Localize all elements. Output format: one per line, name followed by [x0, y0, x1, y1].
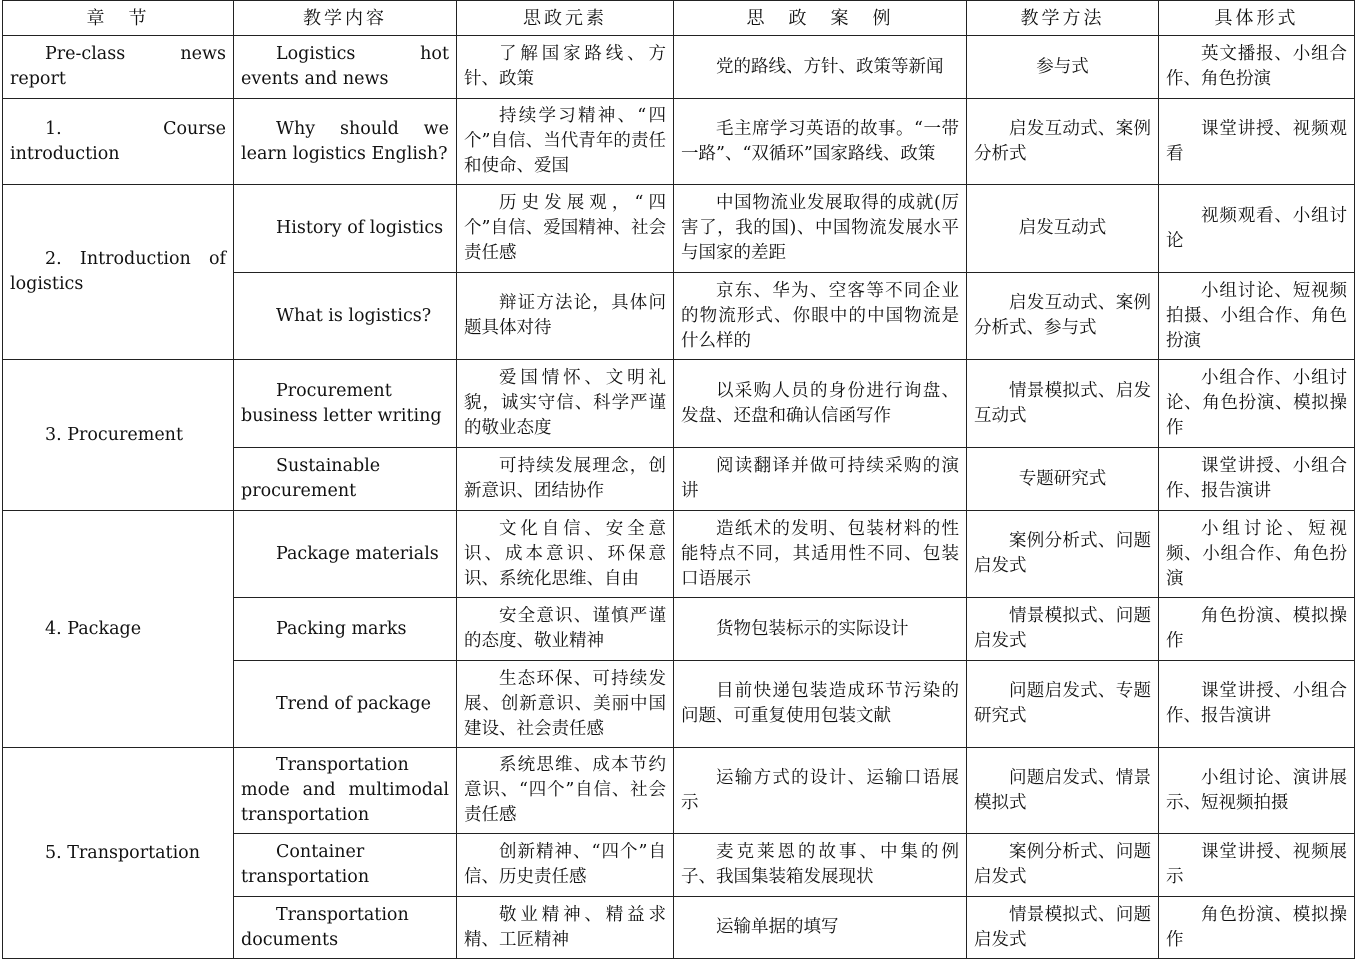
header-method: 教学方法: [967, 1, 1159, 36]
content-cell: Transportation mode and multimodal transportation: [234, 748, 457, 834]
header-form: 具体形式: [1159, 1, 1355, 36]
header-elements: 思政元素: [457, 1, 674, 36]
content-cell: Sustainable procurement: [234, 448, 457, 511]
cases-cell: 麦克莱恩的故事、中集的例子、我国集装箱发展现状: [674, 834, 967, 897]
method-cell: 启发互动式、案例分析式: [967, 99, 1159, 185]
method-cell: 启发互动式、案例分析式、参与式: [967, 273, 1159, 360]
cases-cell: 毛主席学习英语的故事。“一带一路”、“双循环”国家路线、政策: [674, 99, 967, 185]
form-cell: 小组讨论、演讲展示、短视频拍摄: [1159, 748, 1355, 834]
content-cell: Procurement business letter writing: [234, 360, 457, 448]
content-cell: What is logistics?: [234, 273, 457, 360]
elements-cell: 持续学习精神、“四个”自信、当代青年的责任和使命、爱国: [457, 99, 674, 185]
form-cell: 课堂讲授、小组合作、报告演讲: [1159, 448, 1355, 511]
elements-cell: 生态环保、可持续发展、创新意识、美丽中国建设、社会责任感: [457, 661, 674, 748]
method-cell: 专题研究式: [967, 448, 1159, 511]
header-row: [3, 1, 1355, 36]
elements-cell: 爱国情怀、文明礼貌，诚实守信、科学严谨的敬业态度: [457, 360, 674, 448]
elements-cell: 辩证方法论，具体问题具体对待: [457, 273, 674, 360]
content-cell: Container transportation: [234, 834, 457, 897]
cases-cell: 货物包装标示的实际设计: [674, 598, 967, 661]
table-row: [3, 99, 1355, 185]
chapter-cell: 5. Transportation: [3, 748, 234, 959]
cases-cell: 阅读翻译并做可持续采购的演讲: [674, 448, 967, 511]
cases-cell: 京东、华为、空客等不同企业的物流形式、你眼中的中国物流是什么样的: [674, 273, 967, 360]
method-cell: 案例分析式、问题启发式: [967, 511, 1159, 598]
table-row: [3, 36, 1355, 99]
form-cell: 英文播报、小组合作、角色扮演: [1159, 36, 1355, 99]
header-chapter: 章 节: [3, 1, 234, 36]
form-cell: 小组合作、小组讨论、角色扮演、模拟操作: [1159, 360, 1355, 448]
header-content: 教学内容: [234, 1, 457, 36]
cases-cell: 运输方式的设计、运输口语展示: [674, 748, 967, 834]
method-cell: 问题启发式、情景模拟式: [967, 748, 1159, 834]
method-cell: 启发互动式: [967, 185, 1159, 273]
chapter-cell: Pre-class news report: [3, 36, 234, 99]
chapter-cell: 3. Procurement: [3, 360, 234, 511]
form-cell: 课堂讲授、视频展示: [1159, 834, 1355, 897]
table-row: [3, 511, 1355, 598]
elements-cell: 安全意识、谨慎严谨的态度、敬业精神: [457, 598, 674, 661]
form-cell: 课堂讲授、小组合作、报告演讲: [1159, 661, 1355, 748]
chapter-cell: 1. Course introduction: [3, 99, 234, 185]
table-row: [3, 185, 1355, 273]
table-row: [3, 360, 1355, 448]
content-cell: History of logistics: [234, 185, 457, 273]
method-cell: 参与式: [967, 36, 1159, 99]
curriculum-table: [2, 0, 1355, 959]
content-cell: Logistics hot events and news: [234, 36, 457, 99]
cases-cell: 以采购人员的身份进行询盘、发盘、还盘和确认信函写作: [674, 360, 967, 448]
content-cell: Packing marks: [234, 598, 457, 661]
content-cell: Transportation documents: [234, 897, 457, 959]
header-cases: 思 政 案 例: [674, 1, 967, 36]
content-cell: Trend of package: [234, 661, 457, 748]
elements-cell: 系统思维、成本节约意识、“四个”自信、社会责任感: [457, 748, 674, 834]
form-cell: 小组讨论、短视频拍摄、小组合作、角色扮演: [1159, 273, 1355, 360]
content-cell: Why should we learn logistics English?: [234, 99, 457, 185]
cases-cell: 中国物流业发展取得的成就(厉害了，我的国)、中国物流发展水平与国家的差距: [674, 185, 967, 273]
chapter-cell: 2. Introduction of logistics: [3, 185, 234, 360]
form-cell: 小组讨论、短视频、小组合作、角色扮演: [1159, 511, 1355, 598]
method-cell: 情景模拟式、启发互动式: [967, 360, 1159, 448]
method-cell: 情景模拟式、问题启发式: [967, 897, 1159, 959]
cases-cell: 造纸术的发明、包装材料的性能特点不同，其适用性不同、包装口语展示: [674, 511, 967, 598]
elements-cell: 敬业精神、精益求精、工匠精神: [457, 897, 674, 959]
form-cell: 课堂讲授、视频观看: [1159, 99, 1355, 185]
form-cell: 角色扮演、模拟操作: [1159, 598, 1355, 661]
content-cell: Package materials: [234, 511, 457, 598]
chapter-cell: 4. Package: [3, 511, 234, 748]
method-cell: 情景模拟式、问题启发式: [967, 598, 1159, 661]
cases-cell: 目前快递包装造成环节污染的问题、可重复使用包装文献: [674, 661, 967, 748]
form-cell: 视频观看、小组讨论: [1159, 185, 1355, 273]
method-cell: 问题启发式、专题研究式: [967, 661, 1159, 748]
table-row: [3, 748, 1355, 834]
cases-cell: 党的路线、方针、政策等新闻: [674, 36, 967, 99]
method-cell: 案例分析式、问题启发式: [967, 834, 1159, 897]
elements-cell: 历史发展观，“四个”自信、爱国精神、社会责任感: [457, 185, 674, 273]
elements-cell: 文化自信、安全意识、成本意识、环保意识、系统化思维、自由: [457, 511, 674, 598]
elements-cell: 了解国家路线、方针、政策: [457, 36, 674, 99]
elements-cell: 可持续发展理念，创新意识、团结协作: [457, 448, 674, 511]
form-cell: 角色扮演、模拟操作: [1159, 897, 1355, 959]
elements-cell: 创新精神、“四个”自信、历史责任感: [457, 834, 674, 897]
cases-cell: 运输单据的填写: [674, 897, 967, 959]
